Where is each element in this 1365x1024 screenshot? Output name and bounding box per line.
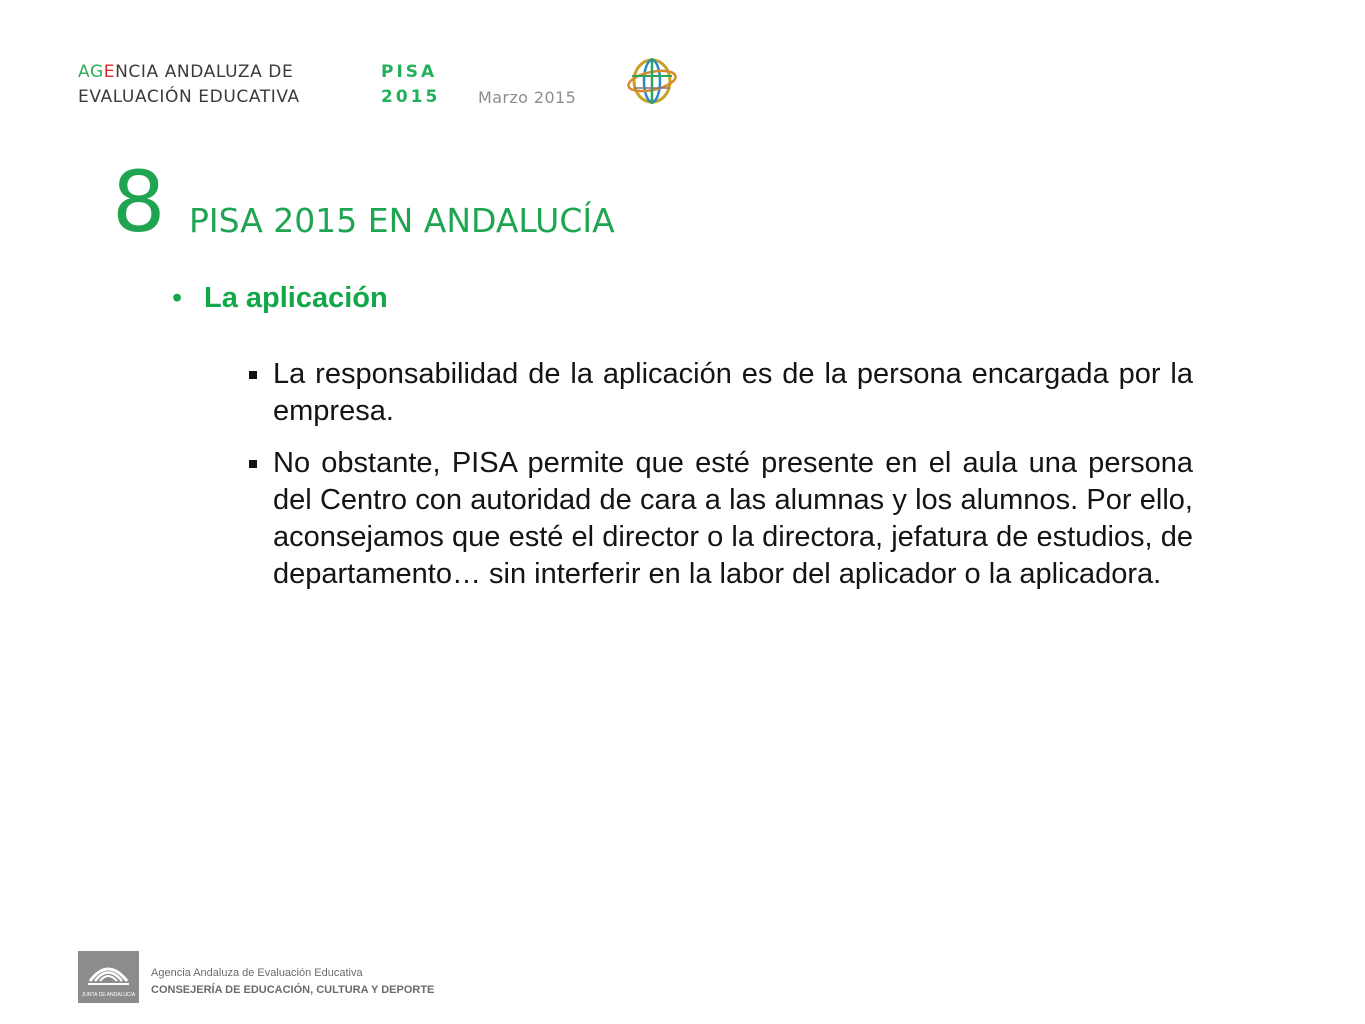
svg-text:JUNTA DE ANDALUCIA: JUNTA DE ANDALUCIA <box>81 992 136 998</box>
pisa-label <box>381 60 440 110</box>
subheading <box>172 278 388 318</box>
square-bullet-icon <box>249 460 257 468</box>
list-item <box>243 445 1193 593</box>
agency-name <box>78 60 300 110</box>
agency-line-1: AGENCIA ANDALUZA DE <box>78 62 294 82</box>
agency-line-2: EVALUACIÓN EDUCATIVA <box>78 87 300 107</box>
globe-logo-icon <box>626 54 678 108</box>
pisa-word: PISA <box>381 62 438 82</box>
list-item-text: La responsabilidad de la aplicación es de la persona encargada por la empresa. <box>273 358 1193 427</box>
footer-agency-name: Agencia Andaluza de Evaluación Educativa <box>151 967 363 979</box>
section-number: 8 <box>112 153 166 251</box>
list-item-text: No obstante, PISA permite que esté presente en el aula una persona del Centro con autoridad de cara a las alumnas y los alumnos. Por ello, aconsejamos que esté el director o la directora, jefatura de estudios, de departamento… sin interferir en la labor del aplicador o la aplicadora. <box>273 447 1193 590</box>
junta-andalucia-logo <box>78 951 139 1003</box>
footer-ministry-name: CONSEJERÍA DE EDUCACIÓN, CULTURA Y DEPORTE <box>151 984 435 996</box>
square-bullet-icon <box>249 371 257 379</box>
subheading-bullet: • <box>172 282 183 314</box>
bullet-list <box>243 356 1193 608</box>
list-item <box>243 356 1193 430</box>
presentation-date: Marzo 2015 <box>478 88 577 107</box>
subheading-text: La aplicación <box>204 282 388 314</box>
section-title: PISA 2015 EN ANDALUCÍA <box>189 201 615 240</box>
pisa-year: 2015 <box>381 87 441 107</box>
